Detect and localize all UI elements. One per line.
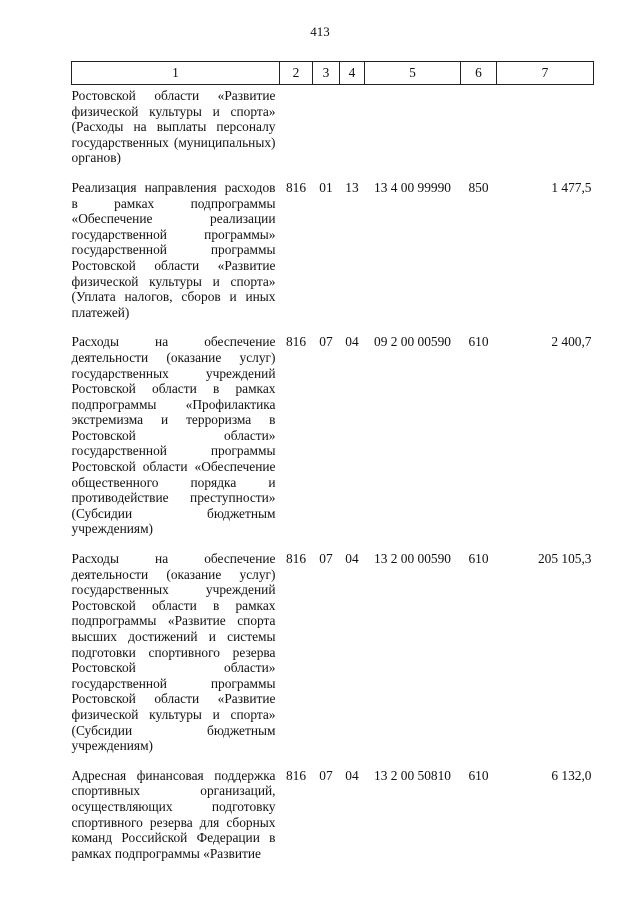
table-row (72, 320, 594, 537)
expense-type-code: 610 (468, 767, 489, 783)
row-description: Адресная финансовая поддержка спортивных организаций, осуществляющих подготовку спортивного резерва для сборных команд Российской Федерации в рамках подпрограммы «Развитие (71, 767, 276, 861)
section-code: 07 (319, 334, 333, 350)
target-article-code: 13 2 00 50810 (374, 767, 451, 783)
amount: 6 132,0 (551, 767, 592, 783)
row-description: Реализация направления расходов в рамках подпрограммы «Обеспечение реализации государственной программы» государственной программы Ростовской области «Развитие физической культуры и спорта» (Уплата налогов, сборов и иных платежей) (71, 179, 276, 320)
expense-type-code: 850 (468, 179, 489, 195)
table-row (72, 754, 594, 862)
ministry-code: 816 (285, 179, 307, 195)
expense-type-code: 610 (468, 334, 489, 350)
column-header: 6 (461, 62, 497, 85)
column-header: 4 (340, 62, 365, 85)
budget-table (71, 61, 594, 861)
expense-type-code: 610 (468, 551, 489, 567)
subsection-code: 04 (345, 767, 359, 783)
table-header-row (72, 62, 594, 85)
ministry-code: 816 (285, 334, 307, 350)
subsection-code: 04 (345, 551, 359, 567)
column-header: 2 (280, 62, 313, 85)
table-row (72, 166, 594, 320)
row-description: Ростовской области «Развитие физической культуры и спорта» (Расходы на выплаты персоналу государственных (муниципальных) органов) (71, 88, 276, 166)
column-header: 7 (497, 62, 594, 85)
subsection-code: 04 (345, 334, 359, 350)
page-number: 413 (310, 24, 330, 39)
row-description: Расходы на обеспечение деятельности (оказание услуг) государственных учреждений Ростовской области в рамках подпрограммы «Профилактика экстремизма и терроризма в Ростовской области» государственной программы Ростовской области «Обеспечение общественного порядка и противодействие преступности» (Субсидии бюджетным учреждениям) (71, 334, 276, 537)
section-code: 07 (319, 551, 333, 567)
table-row (72, 537, 594, 754)
section-code: 07 (319, 767, 333, 783)
target-article-code: 13 2 00 00590 (374, 551, 451, 567)
row-description: Расходы на обеспечение деятельности (оказание услуг) государственных учреждений Ростовской области в рамках подпрограммы «Развитие спорта высших достижений и системы подготовки спортивного резерва Ростовской области» государственной программы Ростовской области «Развитие физической культуры и спорта» (Субсидии бюджетным учреждениям) (71, 551, 276, 754)
table-row-continuation (72, 85, 594, 166)
amount: 1 477,5 (551, 179, 592, 195)
target-article-code: 09 2 00 00590 (374, 334, 451, 350)
target-article-code: 13 4 00 99990 (374, 179, 451, 195)
subsection-code: 13 (345, 179, 359, 195)
column-header: 5 (365, 62, 461, 85)
amount: 2 400,7 (551, 334, 592, 350)
section-code: 01 (319, 179, 333, 195)
ministry-code: 816 (285, 551, 307, 567)
amount: 205 105,3 (537, 551, 592, 567)
column-header: 3 (313, 62, 340, 85)
ministry-code: 816 (285, 767, 307, 783)
column-header: 1 (72, 62, 280, 85)
